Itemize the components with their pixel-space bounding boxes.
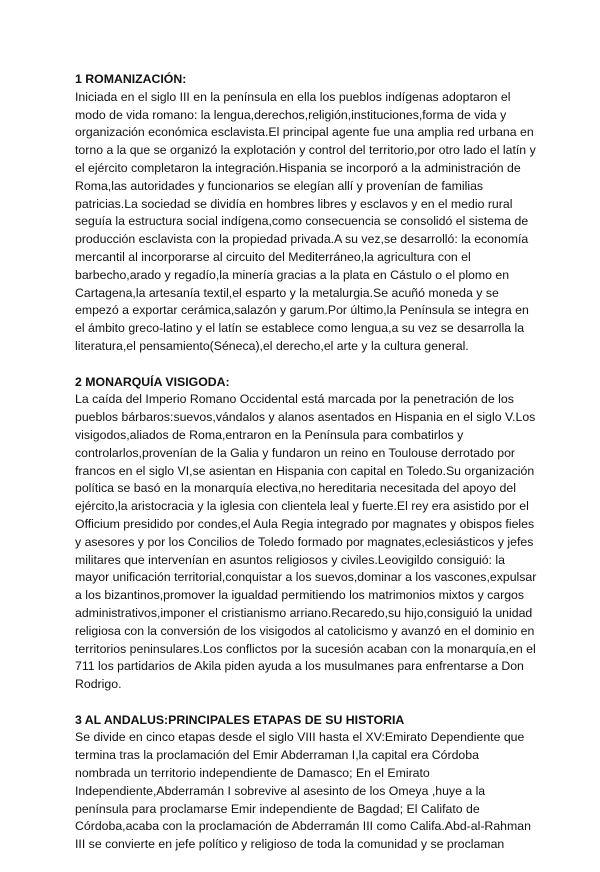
section-heading: 2 MONARQUÍA VISIGODA:	[75, 374, 230, 389]
section-romanizacion	[75, 71, 537, 356]
section-paragraph: Se divide en cinco etapas desde el siglo VIII hasta el XV:Emirato Dependiente que termina tras la proclamación del Emir Abderraman I,la capital era Córdoba nombrada un territorio independiente de Damasco; En el Emirato Independiente,Abderramán I sobrevive al asesinto de los Omeya ,huye a la península para proclamarse Emir independiente de Bagdad; El Califato de Córdoba,acaba con la proclamación de Abderramán III como Califa.Abd-al-Rahman III se convierte en jefe político y religioso de toda la comunidad y se proclaman	[75, 730, 531, 852]
section-monarquia-visigoda	[75, 374, 537, 694]
document-body	[75, 71, 537, 872]
section-heading: 1 ROMANIZACIÓN:	[75, 72, 187, 86]
section-heading: 3 AL ANDALUS:PRINCIPALES ETAPAS DE SU HISTORIA	[75, 712, 405, 727]
section-al-andalus	[75, 712, 537, 854]
section-paragraph: Iniciada en el siglo III en la península en ella los pueblos indígenas adoptaron el modo de vida romano: la lengua,derechos,religión,instituciones,forma de vida y organización económica esclavista.El principal agente fue una amplia red urbana en torno a la que se organizó la explotación y control del territorio,por otro lado el latín y el ejército completaron la integración.Hispania se incorporó a la administración de Roma,las autoridades y funcionarios se elegían allí y provenían de familias patricias.La sociedad se dividía en hombres libres y esclavos y en el medio rural seguía la estructura social indígena,como consecuencia se consolidó el sistema de producción esclavista con la propiedad privada.A su vez,se desarrolló: la economía mercantil al incorporarse al circuito del Mediterráneo,la agricultura con el barbecho,arado y regadío,la minería gracias a la plata en Cástulo o el plomo en Cartagena,la artesanía textil,el esparto y la metalurgia.Se acuñó moneda y se empezó a exportar cerámica,salazón y garum.Por último,la Península se integra en el ámbito greco-latino y el latín se establece como lengua,a su vez se desarrolla la literatura,el pensamiento(Séneca),el derecho,el arte y la cultura general.	[75, 89, 536, 353]
section-paragraph: La caída del Imperio Romano Occidental está marcada por la penetración de los pueblos bárbaros:suevos,vándalos y alanos asentados en Hispania en el siglo V.Los visigodos,aliados de Roma,entraron en la Península para combatirlos y controlarlos,provenían de la Galia y fundaron un reino en Toulouse derrotado por francos en el siglo VI,se asientan en Hispania con capital en Toledo.Su organización política se basó en la monarquía electiva,no hereditaria necesitada del apoyo del ejército,la aristocracia y la iglesia con clientela leal y fuerte.El rey era asistido por el Officium presidido por condes,el Aula Regia integrado por magnates y obispos fieles y asesores y por los Concilios de Toledo formado por magnates,eclesiásticos y jefes militares que intervenían en asuntos religiosos y civiles.Leovigildo consiguió: la mayor unificación territorial,conquistar a los suevos,dominar a los vascones,expulsar a los bizantinos,promover la igualdad permitiendo los matrimonios mixtos y cargos administrativos,imponer el cristianismo arriano.Recaredo,su hijo,consiguió la unidad religiosa con la conversión de los visigodos al catolicismo y avanzó en el dominio en territorios peninsulares.Los conflictos por la sucesión acaban con la monarquía,en el 711 los partidarios de Akila piden ayuda a los musulmanes para enfrentarse a Don Rodrigo.	[75, 392, 537, 692]
